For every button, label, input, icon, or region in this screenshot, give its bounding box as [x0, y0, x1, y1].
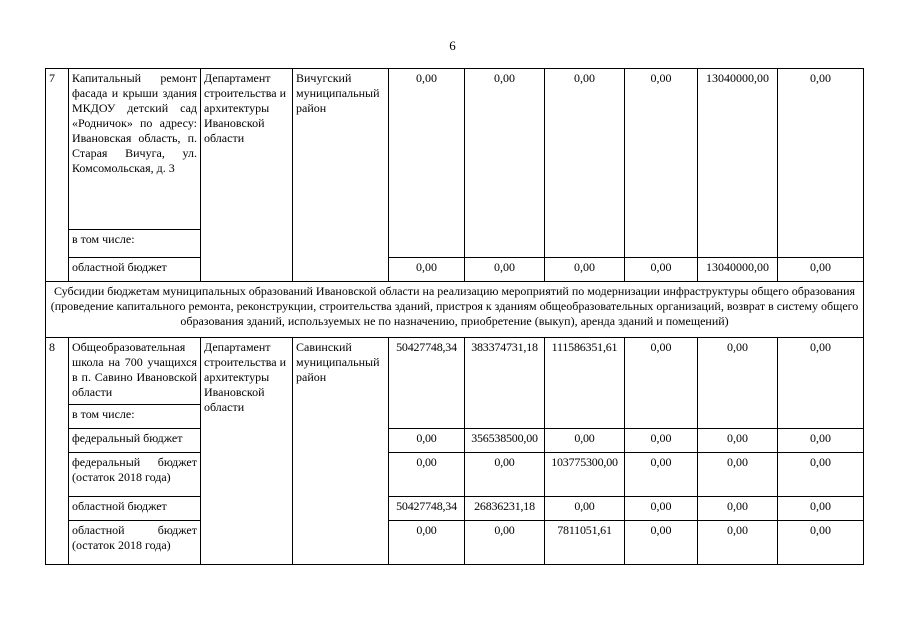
value-cell: 0,00 [389, 429, 465, 453]
budget-source-label: областной бюджет (остаток 2018 года) [69, 521, 201, 565]
department: Департамент строительства и архитектуры Ивановской области [201, 338, 293, 565]
value-cell: 0,00 [465, 453, 545, 497]
value-cell: 0,00 [778, 521, 864, 565]
value-cell: 356538500,00 [465, 429, 545, 453]
value-cell: 0,00 [389, 69, 465, 258]
value-cell: 111586351,61 [545, 338, 625, 429]
object-name: Общеобразовательная школа на 700 учащихся в п. Савино Ивановской области [69, 338, 201, 405]
section-row [46, 282, 864, 338]
value-cell: 0,00 [698, 497, 778, 521]
budget-source-label: областной бюджет [69, 497, 201, 521]
row-index: 8 [46, 338, 69, 565]
value-cell: 13040000,00 [698, 69, 778, 258]
budget-table [45, 68, 864, 565]
value-cell: 50427748,34 [389, 497, 465, 521]
value-cell: 0,00 [778, 429, 864, 453]
table-row-8-main [46, 338, 864, 405]
value-cell: 0,00 [778, 69, 864, 258]
value-cell: 0,00 [625, 521, 698, 565]
district: Савинский муниципальный район [293, 338, 389, 565]
value-cell: 0,00 [698, 521, 778, 565]
value-cell: 0,00 [465, 69, 545, 258]
value-cell: 383374731,18 [465, 338, 545, 429]
value-cell: 0,00 [698, 453, 778, 497]
page-number: 6 [449, 38, 456, 53]
value-cell: 0,00 [545, 429, 625, 453]
value-cell: 0,00 [465, 258, 545, 282]
budget-source-label: федеральный бюджет (остаток 2018 года) [69, 453, 201, 497]
value-cell: 0,00 [625, 258, 698, 282]
value-cell: 0,00 [545, 497, 625, 521]
value-cell: 0,00 [389, 453, 465, 497]
table-row-7-main [46, 69, 864, 230]
district: Вичугский муниципальный район [293, 69, 389, 282]
value-cell: 0,00 [625, 453, 698, 497]
value-cell: 0,00 [625, 429, 698, 453]
object-name: Капитальный ремонт фасада и крыши здания МКДОУ детский сад «Родничок» по адресу: Ивановская область, п. Старая Вичуга, ул. Комсомольская, д. 3 [69, 69, 201, 230]
value-cell: 0,00 [545, 69, 625, 258]
value-cell: 0,00 [389, 521, 465, 565]
table-row-8-regional [46, 497, 864, 521]
table-row-8-regional-remainder [46, 521, 864, 565]
table-row-8-federal-remainder [46, 453, 864, 497]
value-cell: 103775300,00 [545, 453, 625, 497]
budget-source-label: федеральный бюджет [69, 429, 201, 453]
row-index: 7 [46, 69, 69, 282]
value-cell: 0,00 [625, 497, 698, 521]
department: Департамент строительства и архитектуры Ивановской области [201, 69, 293, 282]
section-title: Субсидии бюджетам муниципальных образований Ивановской области на реализацию мероприятий по модернизации инфраструктуры общего образования (проведение капитального ремонта, реконструкции, строительства зданий, пристроя к зданиям общеобразовательных организаций, возврат в систему общего образования зданий, используемых не по назначению, приобретение (выкуп), аренда зданий и помещений) [46, 282, 864, 338]
including-label: в том числе: [69, 405, 201, 429]
value-cell: 0,00 [778, 338, 864, 429]
value-cell: 0,00 [465, 521, 545, 565]
including-label: в том числе: [69, 230, 201, 258]
value-cell: 26836231,18 [465, 497, 545, 521]
value-cell: 0,00 [698, 429, 778, 453]
table-row-7-regional [46, 258, 864, 282]
table-row-8-federal [46, 429, 864, 453]
value-cell: 0,00 [698, 338, 778, 429]
budget-source-label: областной бюджет [69, 258, 201, 282]
value-cell: 0,00 [625, 338, 698, 429]
value-cell: 0,00 [545, 258, 625, 282]
value-cell: 13040000,00 [698, 258, 778, 282]
value-cell: 0,00 [625, 69, 698, 258]
value-cell: 0,00 [778, 258, 864, 282]
value-cell: 7811051,61 [545, 521, 625, 565]
value-cell: 0,00 [778, 497, 864, 521]
value-cell: 0,00 [778, 453, 864, 497]
value-cell: 0,00 [389, 258, 465, 282]
value-cell: 50427748,34 [389, 338, 465, 429]
